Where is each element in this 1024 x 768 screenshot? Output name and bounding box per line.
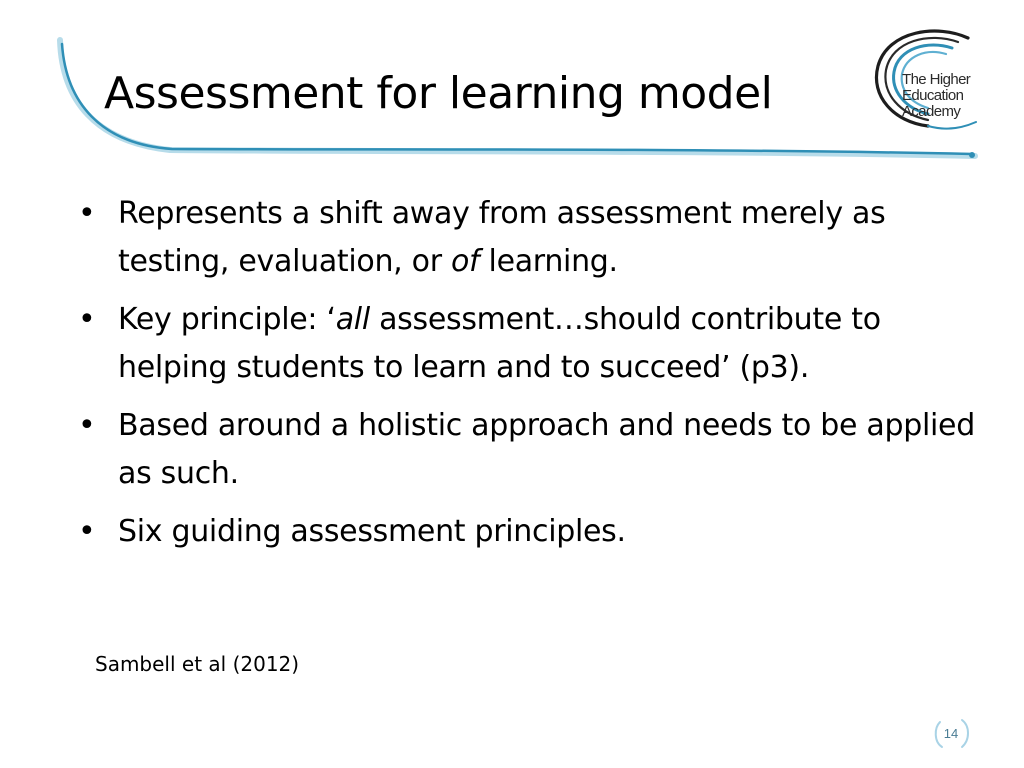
bullet-item (78, 402, 978, 498)
bullet-text (118, 408, 975, 491)
logo-line-3: Academy (902, 103, 961, 120)
bullet-list (78, 190, 978, 566)
slide-title: Assessment for learning model (104, 68, 773, 119)
logo-line-2: Education (902, 87, 964, 104)
bullet-item (78, 296, 978, 392)
logo-text (902, 72, 982, 120)
bullet-text (118, 514, 626, 549)
hea-logo (858, 26, 984, 132)
logo-line-1: The Higher (902, 71, 971, 88)
bullet-item (78, 508, 978, 556)
source-citation: Sambell et al (2012) (95, 652, 300, 676)
page-number: 14 (943, 726, 959, 741)
bullet-text (118, 302, 881, 385)
bullet-dot: • (78, 514, 96, 549)
bullet-text-segment: Represents a shift away from assessment merely as testing, evaluation, or (118, 196, 886, 279)
bullet-item (78, 190, 978, 286)
bullet-dot: • (78, 302, 96, 337)
bullet-text-segment: learning. (479, 244, 618, 279)
bullet-dot: • (78, 196, 96, 231)
bullet-text-segment: Based around a holistic approach and needs to be applied as such. (118, 408, 975, 491)
bullet-text-segment: Six guiding assessment principles. (118, 514, 626, 549)
bullet-text (118, 196, 885, 279)
bullet-text-italic: of (450, 244, 480, 279)
bullet-text-segment: Key principle: ‘ (118, 302, 336, 337)
bullet-dot: • (78, 408, 96, 443)
bullet-text-italic: all (335, 302, 370, 337)
bullet-text-segment: assessment…should contribute to helping students to learn and to succeed’ (p3). (118, 302, 881, 385)
